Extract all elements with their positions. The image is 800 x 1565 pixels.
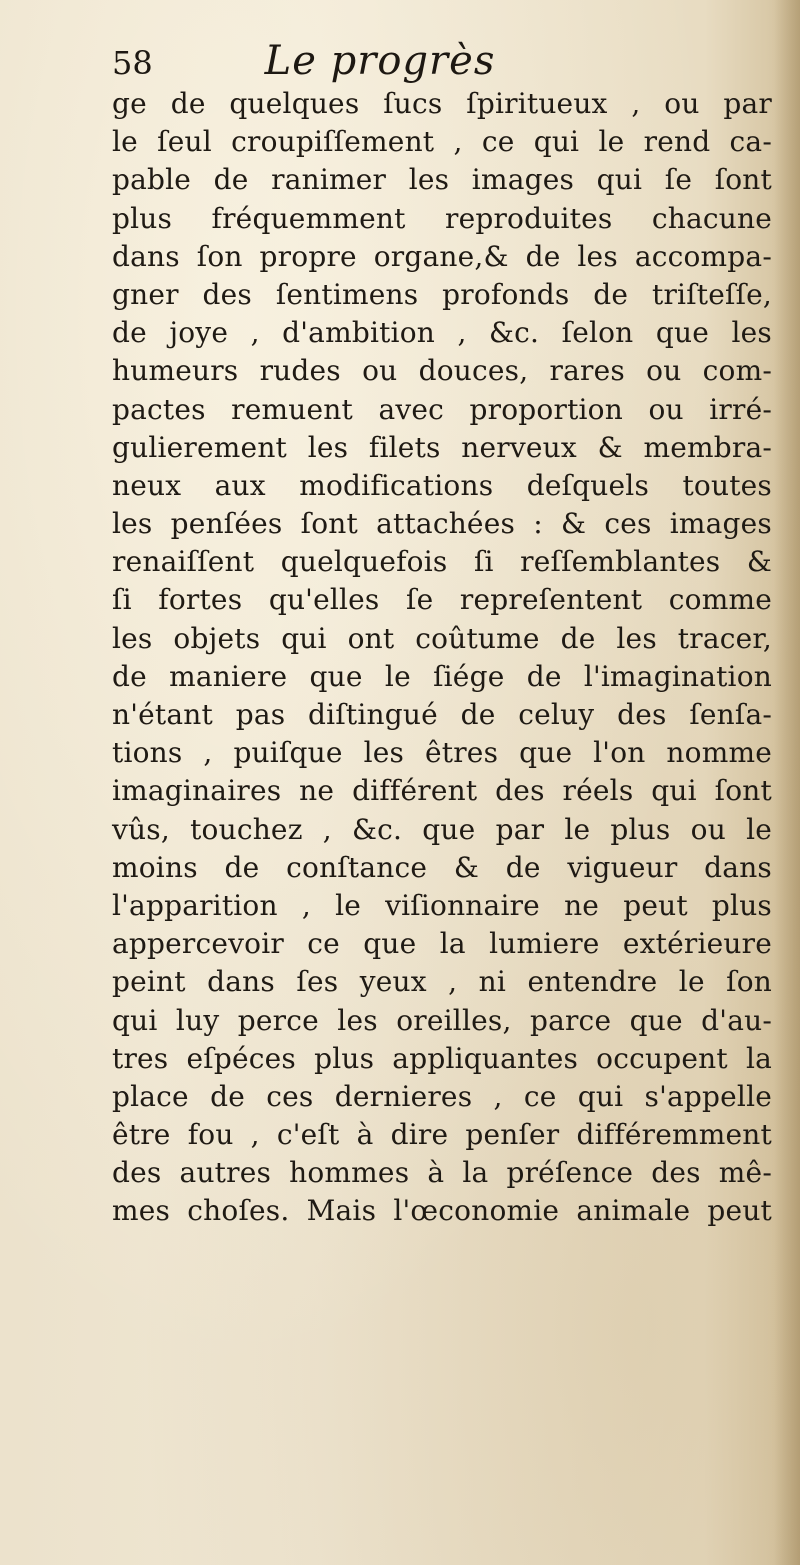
text-line: renaiſſent quelquefois ſi reſſemblantes & — [112, 545, 772, 579]
text-line: les objets qui ont coûtume de les tracer, — [112, 621, 772, 655]
page-number: 58 — [112, 44, 153, 82]
text-line: vûs, touchez , &c. que par le plus ou le — [112, 812, 772, 846]
text-line: mes choſes. Mais l'œconomie animale peut — [112, 1194, 772, 1228]
text-line: neux aux modifications deſquels toutes — [112, 468, 772, 502]
text-line: humeurs rudes ou douces, rares ou com- — [112, 354, 772, 388]
text-line: place de ces dernieres , ce qui s'appelle — [112, 1079, 772, 1113]
text-line: de maniere que le ſiége de l'imagination — [112, 659, 772, 693]
running-head: Le progrès — [264, 38, 496, 84]
text-line: n'étant pas diſtingué de celuy des ſenſa- — [112, 698, 772, 731]
text-line: pable de ranimer les images qui ſe ſont — [112, 163, 772, 197]
text-line: appercevoir ce que la lumiere extérieure — [112, 927, 772, 961]
text-line: imaginaires ne différent des réels qui ſont — [112, 774, 772, 808]
text-line: gulierement les filets nerveux & membra- — [112, 430, 772, 464]
text-line: l'apparition , le viſionnaire ne peut plus — [112, 888, 772, 922]
text-line: pactes remuent avec proportion ou irré- — [112, 392, 772, 426]
text-line: ge de quelques ſucs ſpiritueux , ou par — [112, 87, 772, 120]
text-line: plus fréquemment reproduites chacune — [112, 201, 772, 235]
text-line: qui luy perce les oreilles, parce que d'au- — [112, 1003, 772, 1037]
text-line: dans ſon propre organe,& de les accompa- — [112, 239, 772, 273]
text-line: ſi fortes qu'elles ſe repreſentent comme — [112, 583, 772, 617]
text-line: tres eſpéces plus appliquantes occupent la — [112, 1041, 772, 1075]
text-line: moins de conſtance & de vigueur dans — [112, 850, 772, 884]
text-line: tions , puiſque les êtres que l'on nomme — [112, 736, 772, 770]
body-text — [112, 85, 772, 1231]
text-line: gner des ſentimens profonds de triſteſſe, — [112, 277, 772, 311]
text-line: des autres hommes à la préſence des mê- — [112, 1156, 772, 1190]
text-line: être fou , c'eſt à dire penſer différemment — [112, 1118, 772, 1152]
text-line: les penſées ſont attachées : & ces images — [112, 507, 772, 541]
text-line: peint dans ſes yeux , ni entendre le ſon — [112, 965, 772, 999]
text-line: de joye , d'ambition , &c. ſelon que les — [112, 316, 772, 350]
text-line: le ſeul croupiſſement , ce qui le rend ca- — [112, 125, 772, 159]
